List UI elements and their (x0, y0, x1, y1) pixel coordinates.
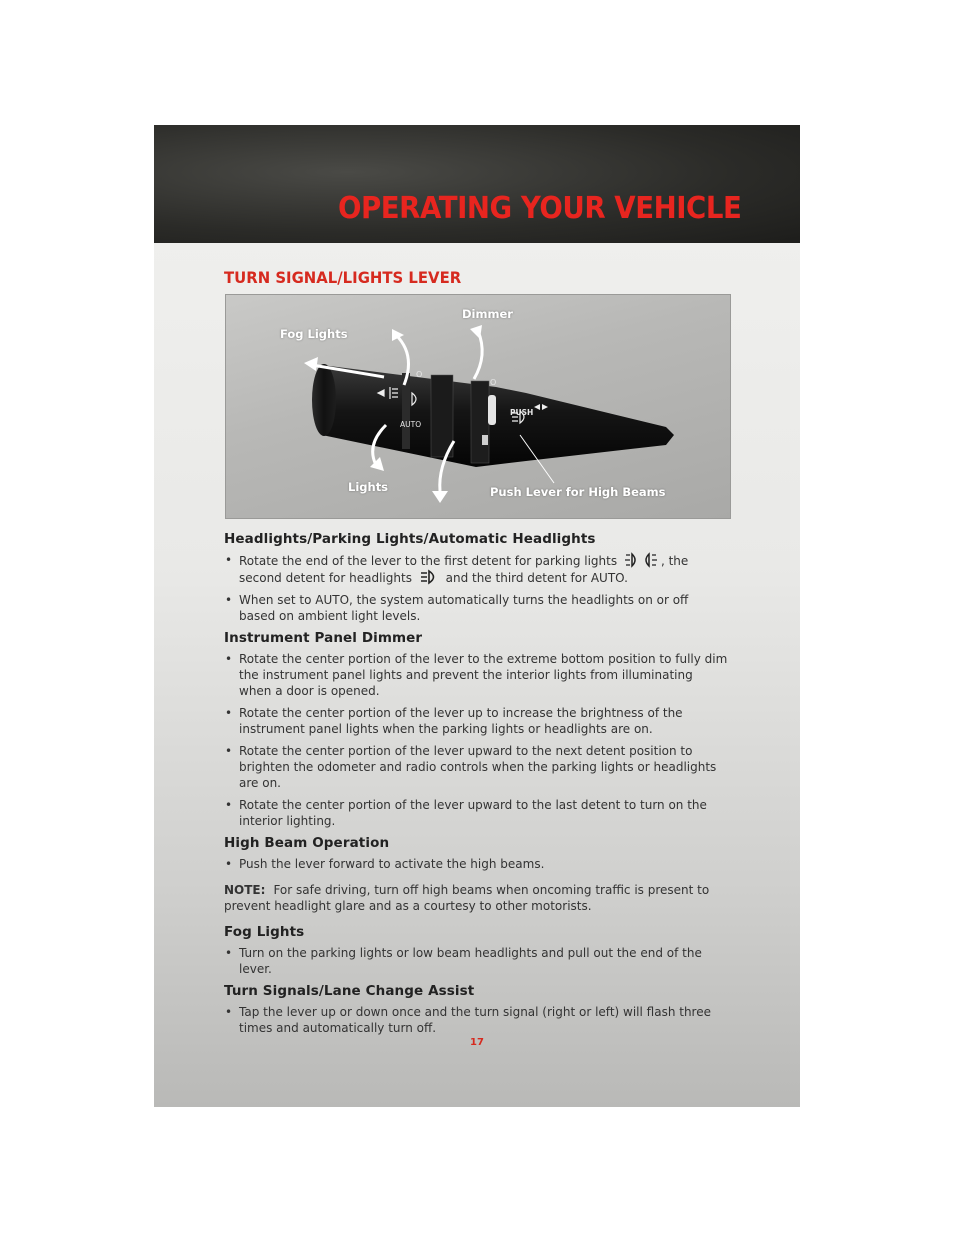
turn-list (224, 1004, 728, 1036)
list-item: • Rotate the end of the lever to the first detent for parking lights , the second detent for headlights and the third detent for AUTO. (224, 552, 728, 586)
list-item: • Rotate the center portion of the lever up to increase the brightness of the instrument panel lights when the parking lights or headlights are on. (224, 705, 728, 737)
page-number: 17 (470, 1037, 484, 1048)
dimmer-slot (488, 395, 496, 425)
fog-heading: Fog Lights (224, 924, 305, 940)
lever-illustration (225, 294, 731, 519)
dimmer-heading: Instrument Panel Dimmer (224, 630, 423, 646)
page-title: OPERATING YOUR VEHICLE (338, 191, 742, 226)
parking-lights-icon (624, 552, 658, 568)
dimmer-indicator (482, 435, 488, 445)
turn-heading: Turn Signals/Lane Change Assist (224, 983, 475, 999)
push-lever-label: Push Lever for High Beams (490, 485, 666, 499)
rotate-arrow-icon (474, 331, 482, 379)
note-text: For safe driving, turn off high beams when oncoming traffic is present to prevent headlight glare and as a courtesy to other motorists. (224, 883, 710, 913)
list-item: • When set to AUTO, the system automatically turns the headlights on or off based on ambient light levels. (224, 592, 728, 624)
note (224, 882, 728, 914)
high-beam-heading: High Beam Operation (224, 835, 390, 851)
lever-off-mark-1: O (416, 370, 423, 379)
headlights-icon (419, 569, 439, 585)
headlights-heading: Headlights/Parking Lights/Automatic Headlights (224, 531, 596, 547)
dimmer-list (224, 651, 728, 829)
section-title: TURN SIGNAL/LIGHTS LEVER (224, 268, 462, 287)
lever-end-cap (312, 364, 336, 436)
list-item: • Tap the lever up or down once and the turn signal (right or left) will flash three times and automatically turn off. (224, 1004, 728, 1036)
lever-auto-mark: AUTO (400, 420, 422, 429)
note-label: NOTE: (224, 883, 266, 897)
headlights-list (224, 552, 728, 624)
list-item: • Rotate the center portion of the lever to the extreme bottom position to fully dim the instrument panel lights and prevent the interior lights from illuminating when a door is opened. (224, 651, 728, 699)
dimmer-label: Dimmer (462, 307, 513, 321)
fog-list (224, 945, 728, 977)
lights-label: Lights (348, 480, 389, 494)
list-item: • Rotate the center portion of the lever upward to the last detent to turn on the interior lighting. (224, 797, 728, 829)
manual-page (154, 125, 800, 1107)
page-header (154, 125, 800, 243)
list-item: • Turn on the parking lights or low beam headlights and pull out the end of the lever. (224, 945, 728, 977)
high-beam-list (224, 856, 728, 872)
lever-off-mark-2: O (490, 378, 497, 387)
list-item: • Rotate the center portion of the lever upward to the next detent position to brighten the odometer and radio controls when the parking lights or headlights are on. (224, 743, 728, 791)
list-item: • Push the lever forward to activate the high beams. (224, 856, 728, 872)
lever-ring-3 (471, 381, 489, 463)
lever-push-mark: PUSH (510, 408, 534, 417)
page-body (224, 531, 728, 1042)
lever-ring-2 (431, 375, 453, 457)
fog-lights-label: Fog Lights (280, 327, 348, 341)
